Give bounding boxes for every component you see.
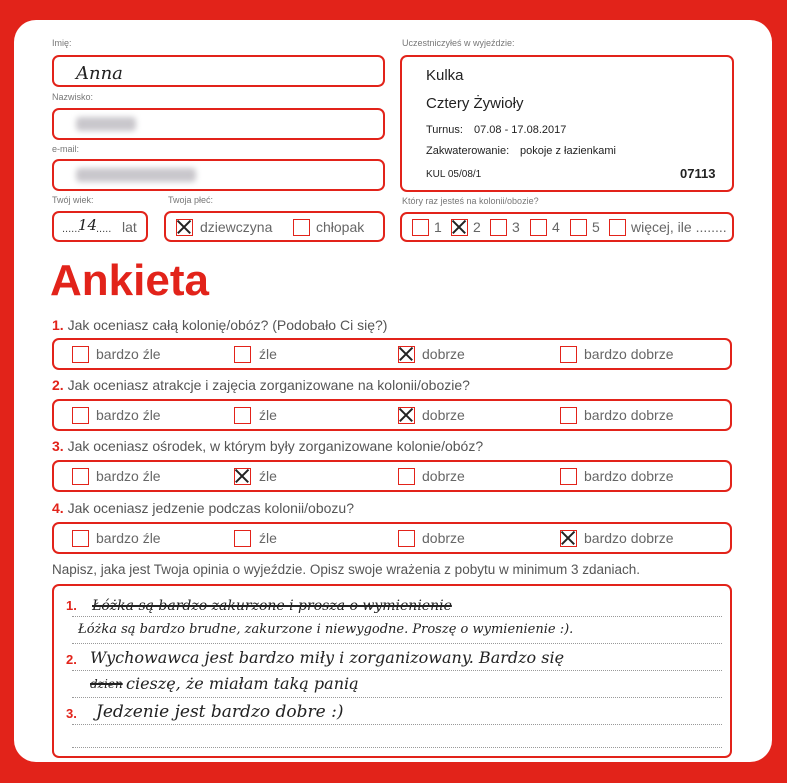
q1-option-very-good: bardzo dobrze [584, 346, 674, 362]
times-checkbox-2[interactable] [451, 219, 468, 236]
gender-option-boy: chłopak [316, 219, 365, 235]
age-label: Twój wiek: [52, 195, 94, 205]
question-number: 4. [52, 500, 64, 516]
answer-row-2 [52, 399, 732, 431]
answer-line-2: Wychowawca jest bardzo miły i zorganizowany. Bardzo się [90, 648, 565, 667]
answer-line-3: Jedzenie jest bardzo dobre :) [96, 702, 344, 722]
email-label: e-mail: [52, 144, 80, 154]
writing-line [72, 670, 722, 671]
writing-line [72, 697, 722, 698]
question-2 [52, 377, 470, 393]
surname-redacted [76, 117, 136, 131]
camp-number: 07113 [680, 166, 716, 181]
q1-checkbox-bad[interactable] [234, 346, 251, 363]
name-field[interactable] [52, 55, 385, 87]
gender-checkbox-boy[interactable] [293, 219, 310, 236]
q3-option-very-bad: bardzo źle [96, 468, 161, 484]
writing-line [72, 616, 722, 617]
q2-option-bad: źle [259, 407, 277, 423]
q1-checkbox-very-good[interactable] [560, 346, 577, 363]
q4-checkbox-good[interactable] [398, 530, 415, 547]
question-1 [52, 317, 387, 333]
email-redacted [76, 168, 196, 182]
question-3 [52, 438, 483, 454]
writing-line [72, 747, 722, 748]
q1-option-bad: źle [259, 346, 277, 362]
q3-option-bad: źle [259, 468, 277, 484]
survey-title: Ankieta [50, 256, 209, 305]
question-number: 1. [52, 317, 64, 333]
surname-field[interactable] [52, 108, 385, 140]
opinion-prompt: Napisz, jaka jest Twoja opinia o wyjeździe. Opisz swoje wrażenia z pobytu w minimum 3 zdaniach. [52, 562, 641, 577]
camp-label: Uczestniczyłeś w wyjeździe: [402, 38, 515, 48]
answer-row-4 [52, 522, 732, 554]
turnus-label: Turnus: [426, 124, 463, 136]
opinion-number-3: 3. [66, 706, 77, 721]
accommodation-value: pokoje z łazienkami [520, 145, 616, 157]
q4-checkbox-bad[interactable] [234, 530, 251, 547]
q3-option-good: dobrze [422, 468, 465, 484]
times-option-4: 4 [552, 219, 560, 235]
q1-option-very-bad: bardzo źle [96, 346, 161, 362]
camp-info-box [400, 55, 734, 192]
surname-label: Nazwisko: [52, 92, 94, 102]
age-dots-pre: ...... [62, 223, 81, 235]
answer-line-2b: cieszę, że miałam taką panią [126, 674, 359, 693]
name-label: Imię: [52, 38, 72, 48]
question-text: Jak oceniasz atrakcje i zajęcia zorganizowane na kolonii/obozie? [67, 377, 470, 393]
question-number: 2. [52, 377, 64, 393]
times-checkbox-1[interactable] [412, 219, 429, 236]
times-checkbox-5[interactable] [570, 219, 587, 236]
camp-theme: Cztery Żywioły [426, 95, 524, 112]
name-value: Anna [76, 63, 123, 84]
turnus-value: 07.08 - 17.08.2017 [474, 124, 567, 136]
question-text: Jak oceniasz całą kolonię/obóz? (Podobało Ci się?) [67, 317, 388, 333]
q2-option-very-good: bardzo dobrze [584, 407, 674, 423]
times-option-5: 5 [592, 219, 600, 235]
q4-checkbox-very-bad[interactable] [72, 530, 89, 547]
writing-line [72, 643, 722, 644]
q3-checkbox-very-bad[interactable] [72, 468, 89, 485]
camp-name: Kulka [426, 67, 464, 84]
email-field[interactable] [52, 159, 385, 191]
gender-checkbox-girl[interactable] [176, 219, 193, 236]
gender-label: Twoja płeć: [168, 195, 214, 205]
q3-checkbox-bad[interactable] [234, 468, 251, 485]
times-option-3: 3 [512, 219, 520, 235]
answer-row-1 [52, 338, 732, 370]
times-label: Który raz jesteś na kolonii/obozie? [402, 196, 539, 206]
q4-option-good: dobrze [422, 530, 465, 546]
times-option-2: 2 [473, 219, 481, 235]
answer-row-3 [52, 460, 732, 492]
q4-option-very-bad: bardzo źle [96, 530, 161, 546]
q1-option-good: dobrze [422, 346, 465, 362]
times-checkbox-4[interactable] [530, 219, 547, 236]
question-text: Jak oceniasz jedzenie podczas kolonii/obozu? [67, 500, 354, 516]
times-option-more: więcej, ile ........ [631, 219, 727, 235]
q1-checkbox-good[interactable] [398, 346, 415, 363]
camp-code: KUL 05/08/1 [426, 169, 482, 180]
q2-checkbox-very-good[interactable] [560, 407, 577, 424]
accommodation-label: Zakwaterowanie: [426, 145, 510, 157]
opinion-number-2: 2. [66, 652, 77, 667]
q2-checkbox-bad[interactable] [234, 407, 251, 424]
q1-checkbox-very-bad[interactable] [72, 346, 89, 363]
question-text: Jak oceniasz ośrodek, w którym były zorganizowane kolonie/obóz? [67, 438, 484, 454]
times-field [400, 212, 734, 242]
survey-sheet [14, 20, 772, 762]
question-number: 3. [52, 438, 64, 454]
q2-checkbox-good[interactable] [398, 407, 415, 424]
age-value: 14 [78, 216, 98, 234]
question-4 [52, 500, 354, 516]
answer-line-1-crossed: Łóżka są bardzo zakurzone i prosza o wymienienie [92, 598, 452, 614]
writing-line [72, 724, 722, 725]
q4-option-very-good: bardzo dobrze [584, 530, 674, 546]
q3-checkbox-good[interactable] [398, 468, 415, 485]
times-option-1: 1 [434, 219, 442, 235]
gender-field [164, 211, 385, 242]
q3-checkbox-very-good[interactable] [560, 468, 577, 485]
answer-line-1: Łóżka są bardzo brudne, zakurzone i niewygodne. Proszę o wymienienie :). [78, 622, 574, 637]
q2-option-very-bad: bardzo źle [96, 407, 161, 423]
q4-checkbox-very-good[interactable] [560, 530, 577, 547]
q2-checkbox-very-bad[interactable] [72, 407, 89, 424]
q3-option-very-good: bardzo dobrze [584, 468, 674, 484]
answer-line-2b-crossed: dzien [90, 677, 123, 691]
times-checkbox-more[interactable] [609, 219, 626, 236]
times-checkbox-3[interactable] [490, 219, 507, 236]
gender-option-girl: dziewczyna [200, 219, 273, 235]
age-unit: lat [122, 219, 137, 235]
q2-option-good: dobrze [422, 407, 465, 423]
age-field[interactable] [52, 211, 148, 242]
q4-option-bad: źle [259, 530, 277, 546]
opinion-number-1: 1. [66, 598, 77, 613]
age-dots-post: ..... [96, 223, 112, 235]
